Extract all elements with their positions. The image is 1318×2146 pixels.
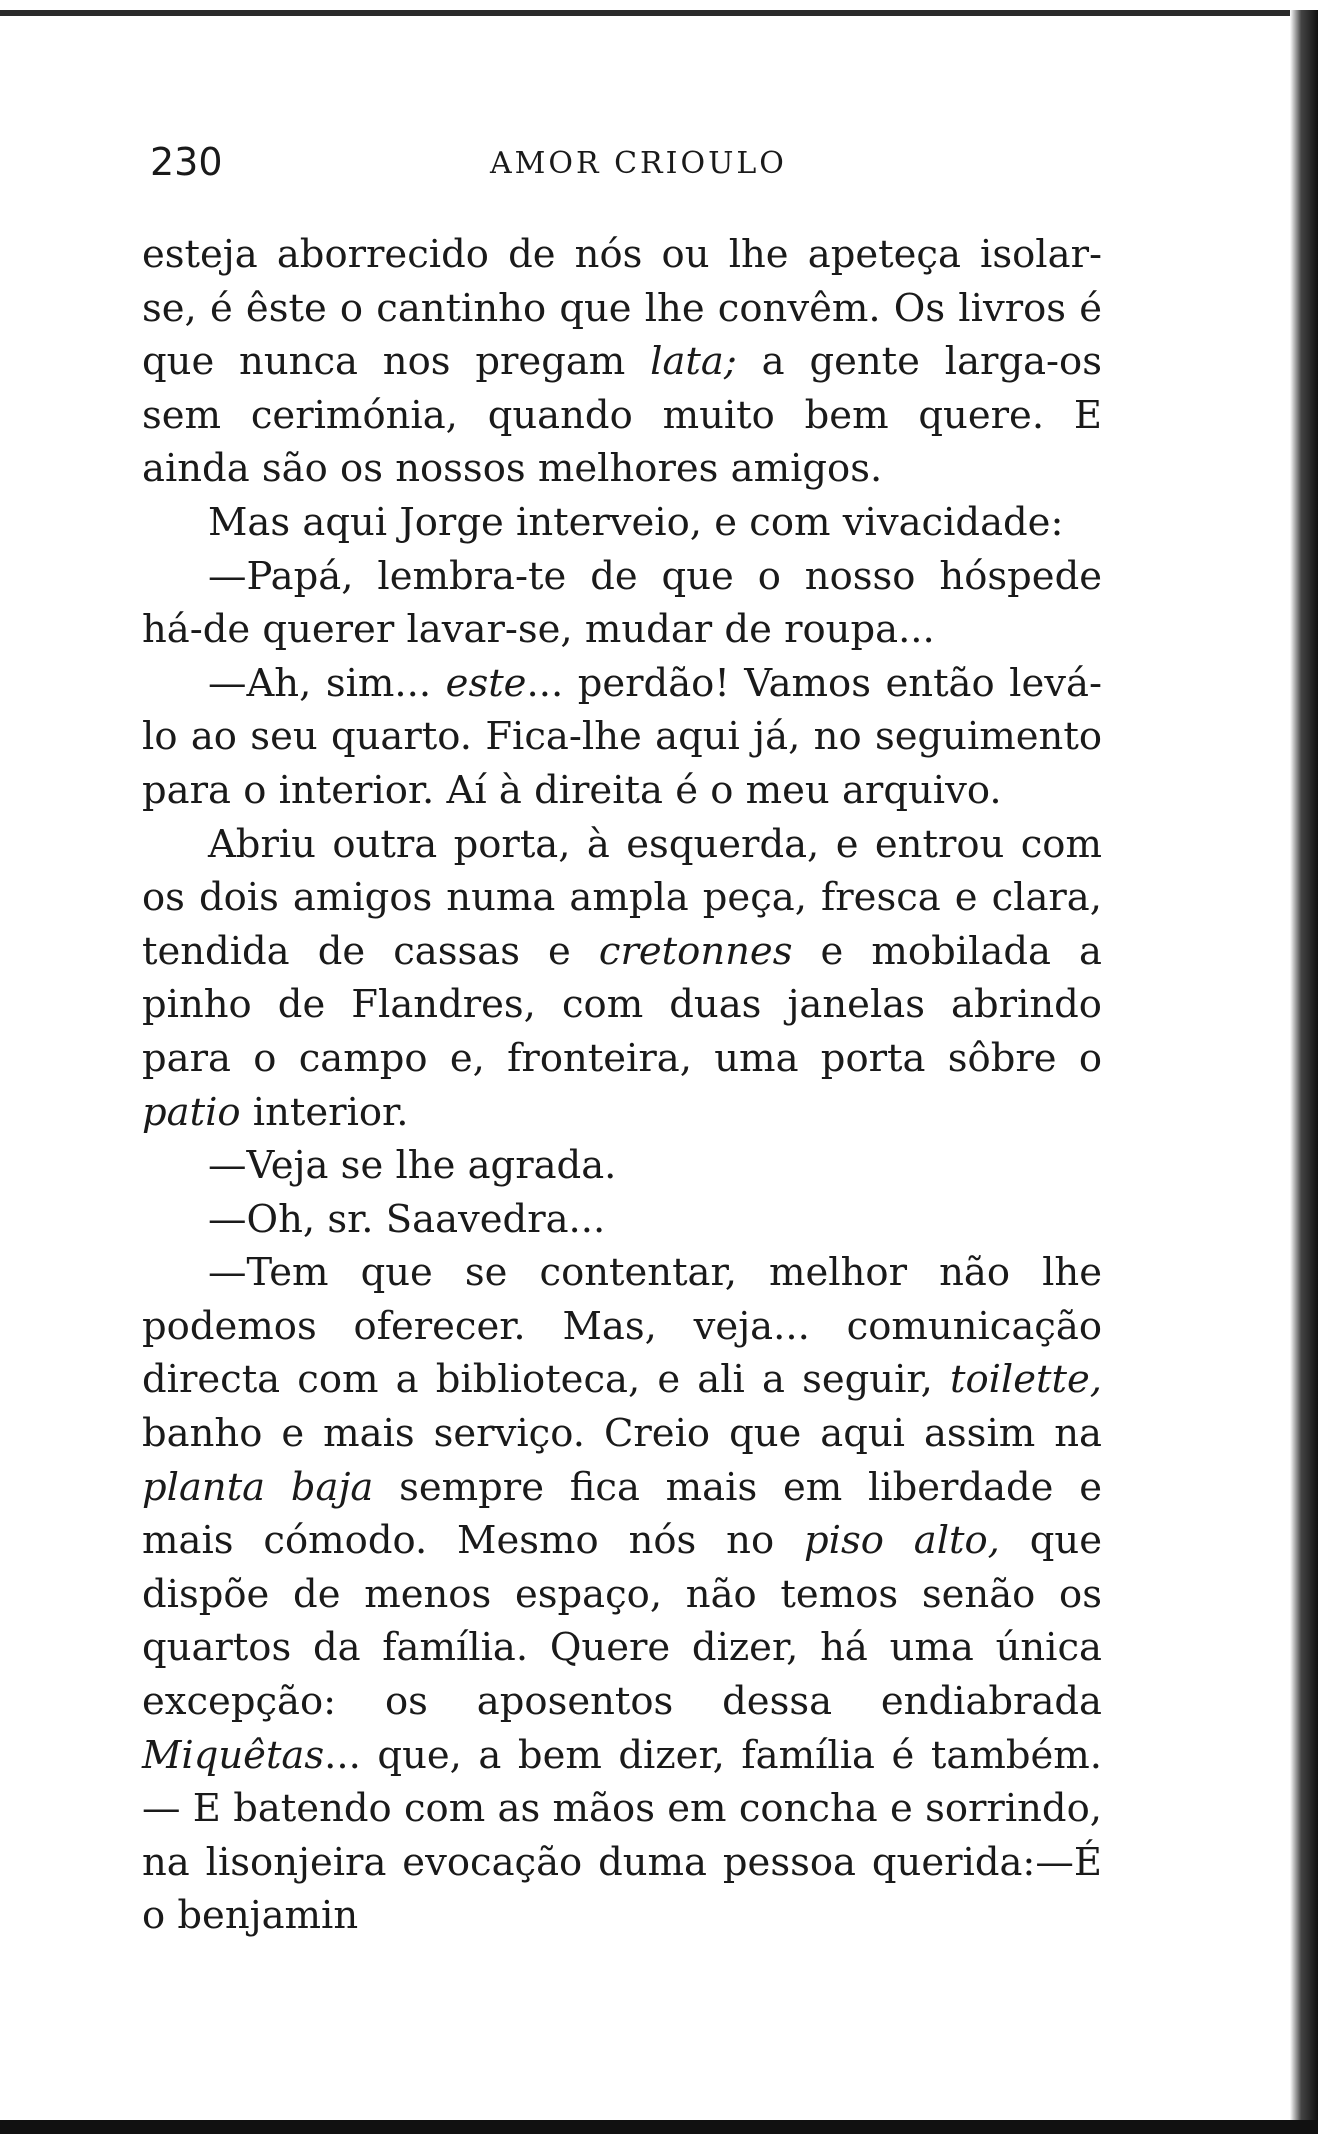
text-segment: Mas aqui Jorge interveio, e com vivacidade: [208,499,1064,545]
text-segment: a gente larga-os sem cerimónia, quando muito bem quere. E ainda são os nossos melhores amigos. [142,339,1102,492]
text-segment: banho e mais serviço. Creio que aqui assim na [142,1411,1102,1457]
italic-text: Miquêtas [142,1732,325,1778]
italic-text: lata; [650,339,737,385]
text-segment: —Papá, lembra-te de que o nosso hóspede há-de querer lavar-se, mudar de roupa... [142,553,1102,653]
text-segment: —Tem que se contentar, melhor não lhe podemos oferecer. Mas, veja... comunicação directa com a biblioteca, e ali a seguir, [142,1250,1102,1403]
text-segment: esteja aborrecido de nós ou lhe apeteça isolar-se, é êste o cantinho que lhe convêm. Os livros é que nunca nos pregam [142,232,1102,385]
text-segment: sempre fica mais em liberdade e mais cómodo. Mesmo nós no [142,1464,1102,1564]
text-segment: que dispõe de menos espaço, não temos senão os quartos da família. Quere dizer, há uma única excepção: os aposentos dessa endiabrada [142,1518,1103,1725]
text-segment: —Oh, sr. Saavedra... [208,1196,606,1242]
paragraph-p2 [142,496,1102,550]
text-segment: e mobilada a pinho de Flandres, com duas janelas abrindo para o campo e, fronteira, uma porta sôbre o [142,928,1102,1081]
paragraph-p7 [142,1193,1102,1247]
running-title: AMOR CRIOULO [490,146,787,181]
paragraph-p1 [142,228,1102,496]
top-border-line [0,10,1300,16]
text-segment: ... perdão! Vamos então levá-lo ao seu quarto. Fica-lhe aqui já, no seguimento para o interior. Aí à direita é o meu arquivo. [142,660,1102,813]
text-segment: Abriu outra porta, à esquerda, e entrou com os dois amigos numa ampla peça, fresca e clara, tendida de cassas e [142,821,1102,974]
page-edge-shadow [1290,10,1318,2130]
bottom-border-line [0,2120,1318,2134]
italic-text: patio [142,1089,241,1135]
paragraph-p4 [142,657,1102,818]
text-segment: ... que, a bem dizer, família é também. — E batendo com as mãos em concha e sorrindo, na lisonjeira evocação duma pessoa querida:—É o benjamin [142,1732,1102,1939]
body-text [142,228,1102,1943]
paragraph-p6 [142,1139,1102,1193]
text-segment: interior. [240,1089,409,1135]
running-header [150,140,1110,190]
page-number: 230 [150,140,223,184]
italic-text: piso alto, [804,1518,1000,1564]
text-segment: —Veja se lhe agrada. [208,1143,617,1189]
text-segment: —Ah, sim... [208,660,446,706]
italic-text: este [445,660,527,706]
paragraph-p8 [142,1246,1102,1943]
italic-text: cretonnes [598,928,793,974]
paragraph-p5 [142,818,1102,1140]
italic-text: planta baja [142,1464,374,1510]
paragraph-p3 [142,550,1102,657]
italic-text: toilette, [949,1357,1102,1403]
